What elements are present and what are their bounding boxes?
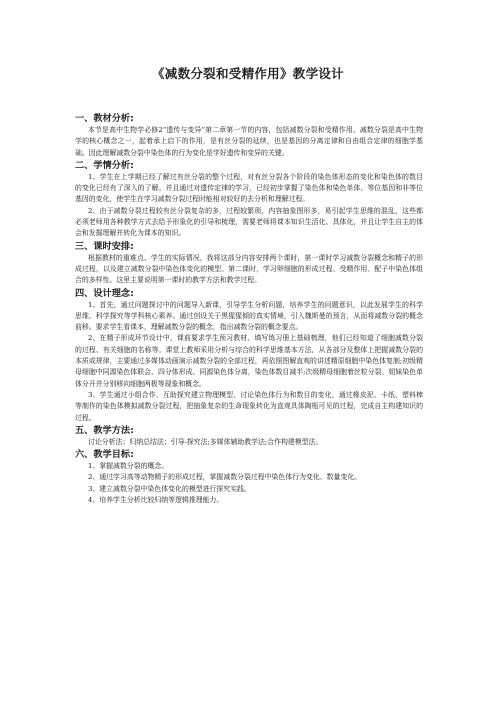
section-heading-methods: 五、教学方法: [75,424,134,436]
paragraph: 根据教材的重难点、学生的实际情况，我将这部分内容安排两个课时，第一课时学习减数分裂概念和精子的形成过程，以及建立减数分裂中染色体变化的模型。第二课时，学习卵细胞的形成过程、受精作用、配子中染色体组合的多样性。这里主要说明第一课时的教学方法和教学过程。 [75,253,423,285]
paragraph: 2、在精子形成环节设计中，课前要求学生预习教材、填写练习册上基础梳理，他们已经知道了细胞减数分裂的过程、有关细胞的名称等。课堂上教师采用分析与综合的科学思维基本方法，从各部分及整体上把握减数分裂的本质或规律，主要通过多媒体动画演示减数分裂的全部过程，再依照图解直观的讲述精原细胞中染色体复制;初级精母细胞中同源染色体联会、四分体形成、同源染色体分离，染色体数目减半;次级精母细胞着丝粒分裂、姐妹染色单体分开并分别移向细胞两极等现象和概念。 [75,334,423,388]
list-item: 4、培养学生分析比较归纳等逻辑推理能力。 [88,496,224,505]
paragraph: 3、学生通过小组合作、互助探究建立物理模型、讨论染色体行为和数目的变化，通过橡皮泥、卡纸、塑料棒等制作的染色体模拟减数分裂过程，把抽象复杂的生命现象转化为直观具体陶瓶可见的过程，完成自主构建知识的过程。 [75,390,423,422]
section-heading-textbook: 一、教材分析: [75,113,134,124]
section-heading-concept: 四、设计理念: [75,287,134,299]
paragraph: 本节是高中生物学必修2“遗传与变异”第二章第一节的内容，包括减数分裂和受精作用。减数分裂是高中生物学的核心概念之一，起着承上启下的作用，是有丝分裂的延续，也是基因的分离定律和自由组合定律的细胞学基础。因此理解减数分裂中染色体的行为变化是学好遗传和变异的关键。 [75,126,423,157]
document-title: 《减数分裂和受精作用》教学设计 [151,66,344,81]
paragraph: 1、首先，通过问题探讨中的问题导入新课，引导学生分析问题，培养学生的问题意识，以此发展学生的科学思维、科学探究等学科核心素养。通过创设关于黑猩猩倾的真实情境，引入魏斯曼的预言，从而将减数分裂的概念前移。要求学生看课本，理解减数分裂的概念，指出减数分裂的概念要点。 [75,300,423,332]
paragraph: 讨论分析法；归纳总结法；引导-探究法;多媒体辅助教学法;合作构建模型法。 [88,437,323,446]
paragraph: 2、由于减数分裂过程较有丝分裂复杂的多，过程较繁琐，内容抽象图形多，易引起学生思维的混乱，这些都必须老师用各种教学方式去给予形象化的引导和梳理，需要老师将课本知识生活化、具体化，并且让学生自主的体会和发掘理解并转化为课本的知识。 [75,206,423,238]
section-heading-schedule: 三、课时安排: [75,240,134,252]
section-heading-students: 二、学情分析: [75,159,134,171]
section-heading-goals: 六、教学目标: [75,449,134,461]
paragraph: 1、学生在上学期已经了解过有丝分裂的整个过程，对有丝分裂各个阶段的染色体形态的变化和染色体的数目的变化已经有了深入的了解。并且通过对遗传定律的学习，已经初步掌握了染色体和染色单体、等位基因和非等位基因的变化，使学生在学习减数分裂过程时能相对较好的去分析和理解过程。 [75,172,423,204]
list-item: 3、建立减数分裂中染色体变化的模型进行探究实践。 [88,484,251,493]
list-item: 2、通过学习高等动物精子的形成过程，掌握减数分裂过程中染色体行为变化、数量变化。 [88,473,362,482]
document-body [75,112,423,506]
list-item: 1、掌握减数分裂的概念。 [88,462,169,471]
